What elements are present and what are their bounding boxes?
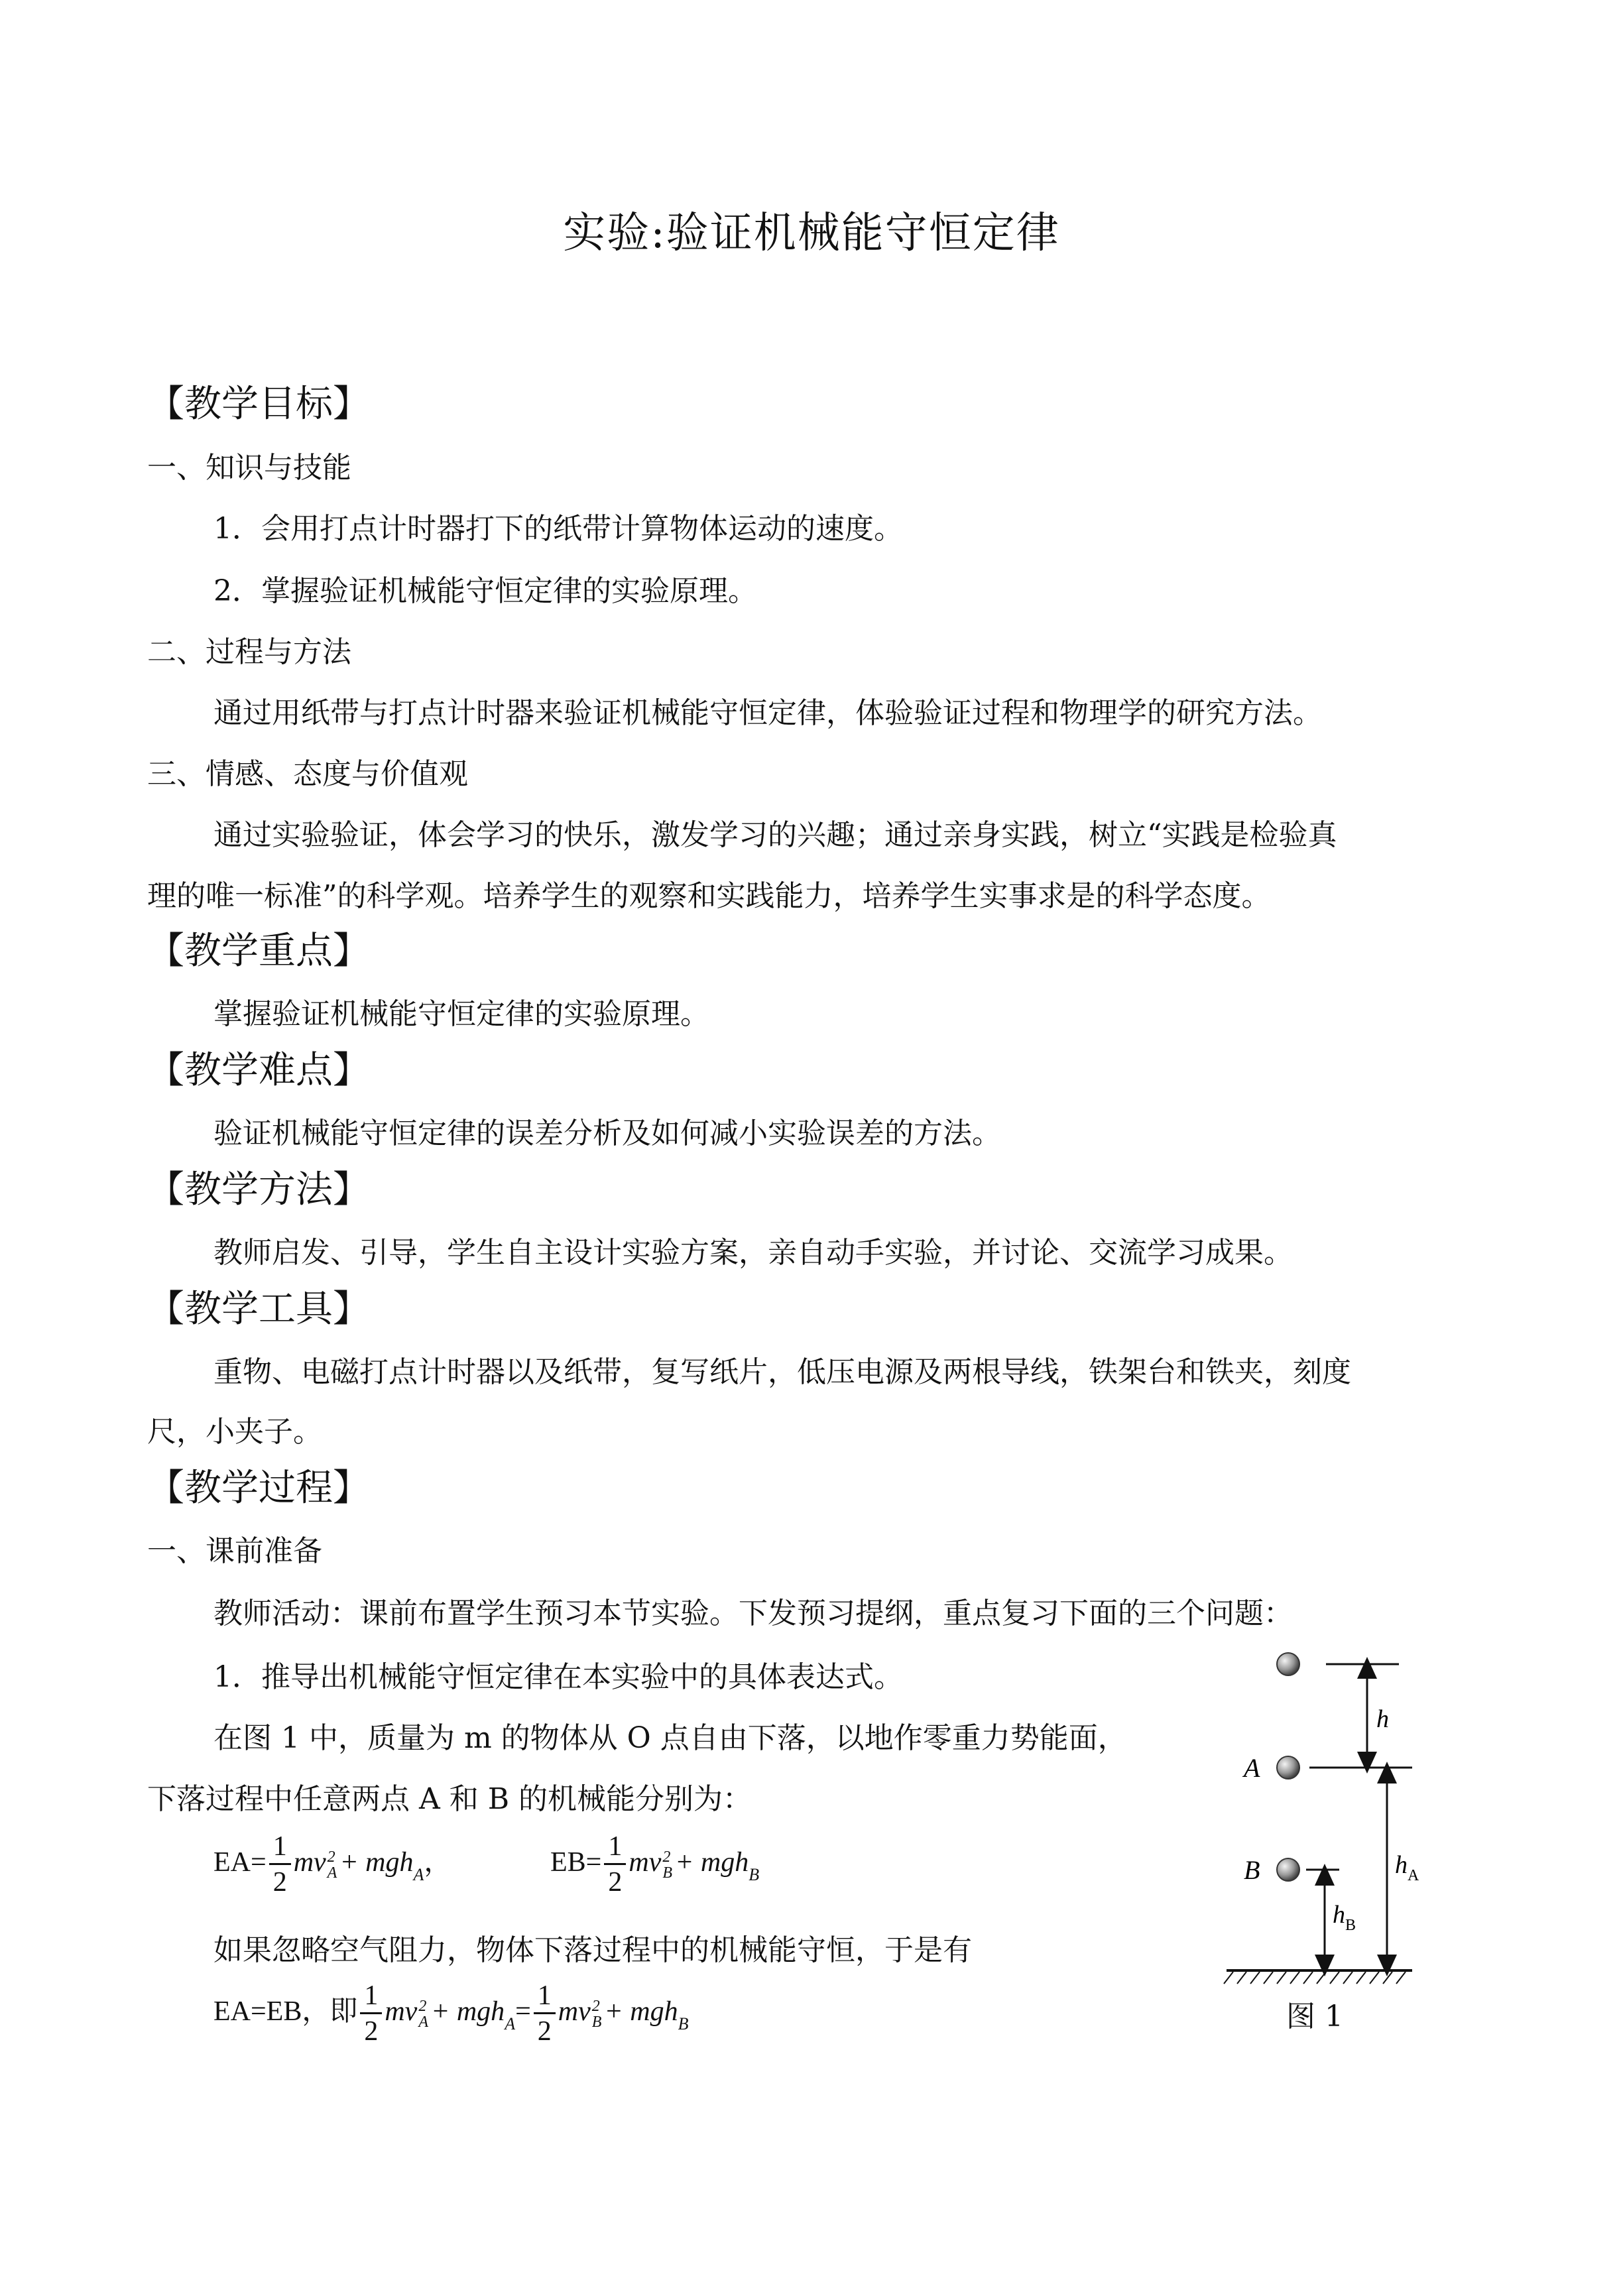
square-exponent: 2 — [591, 1997, 600, 2015]
subscript-a: A — [327, 1864, 337, 1882]
process1-para-line1: 在图 1 中，质量为 m 的物体从 O 点自由下落，以地作零重力势能面， — [213, 1721, 1127, 1755]
square-exponent: 2 — [327, 1848, 335, 1866]
mv-term: mv — [558, 1996, 591, 2027]
difficulty-heading: 【教学难点】 — [147, 1049, 370, 1092]
equals-sign: = — [515, 1996, 531, 2027]
square-sub-a — [418, 1998, 428, 2030]
label-a: A — [1244, 1753, 1260, 1783]
method-text: 教师启发、引导，学生自主设计实验方案，亲自动手实验，并讨论、交流学习成果。 — [213, 1236, 1293, 1270]
ball-b-icon — [1277, 1858, 1299, 1881]
goals-heading: 【教学目标】 — [147, 383, 370, 426]
mv-term: mv — [629, 1847, 662, 1878]
goal1-item2: 2．掌握验证机械能守恒定律的实验原理。 — [213, 574, 757, 608]
subscript-b: B — [591, 2013, 602, 2031]
fraction-half — [360, 1979, 382, 2049]
goal3-title: 三、情感、态度与价值观 — [147, 757, 468, 791]
mv-term: mv — [385, 1996, 418, 2027]
label-ha: h — [1395, 1851, 1408, 1879]
goal1-item1: 1．会用打点计时器打下的纸带计算物体运动的速度。 — [213, 512, 903, 546]
formula-eb — [550, 1830, 759, 1900]
process1-title: 一、课前准备 — [147, 1534, 322, 1568]
fraction-denominator: 2 — [608, 1867, 623, 1898]
fraction-numerator: 1 — [534, 1979, 556, 2014]
process1-item1: 1．推导出机械能守恒定律在本实验中的具体表达式。 — [213, 1660, 903, 1694]
process1-text: 教师活动：课前布置学生预习本节实验。下发预习提纲，重点复习下面的三个问题： — [213, 1597, 1293, 1630]
label-b: B — [1244, 1855, 1260, 1885]
equality-label: EA=EB，即 — [213, 1996, 358, 2027]
fraction-denominator: 2 — [272, 1867, 287, 1898]
goal2-title: 二、过程与方法 — [147, 635, 351, 669]
difficulty-text: 验证机械能守恒定律的误差分析及如何减小实验误差的方法。 — [213, 1117, 1001, 1150]
formula-ea — [213, 1830, 451, 1900]
process-heading: 【教学过程】 — [147, 1467, 370, 1510]
formula-equality — [213, 1979, 689, 2049]
label-ha-sub: A — [1408, 1867, 1419, 1884]
ground-hatch — [1224, 1972, 1406, 1984]
tools-heading: 【教学工具】 — [147, 1288, 370, 1331]
subscript-a: A — [505, 2014, 516, 2034]
fraction-half — [269, 1830, 291, 1900]
goal3-text-line2: 理的唯一标准”的科学观。培养学生的观察和实践能力，培养学生实事求是的科学态度。 — [147, 879, 1271, 913]
mv-term: mv — [293, 1847, 326, 1878]
ball-o-icon — [1277, 1653, 1299, 1675]
process1-para-line2: 下落过程中任意两点 A 和 B 的机械能分别为： — [147, 1782, 752, 1816]
goal1-title: 一、知识与技能 — [147, 451, 351, 485]
key-heading: 【教学重点】 — [147, 930, 370, 973]
ea-label: EA= — [213, 1847, 267, 1878]
label-hb: h — [1333, 1901, 1345, 1929]
fraction-denominator: 2 — [364, 2016, 379, 2047]
tools-text-line1: 重物、电磁打点计时器以及纸带，复写纸片，低压电源及两根导线，铁架台和铁夹，刻度 — [213, 1355, 1351, 1389]
mgh-term: + mgh — [675, 1847, 749, 1878]
figure-1-diagram — [1207, 1644, 1425, 2042]
subscript-a: A — [413, 1865, 424, 1885]
label-hb-sub: B — [1345, 1917, 1356, 1934]
mgh-term: + mgh — [339, 1847, 414, 1878]
subscript-b: B — [662, 1864, 673, 1882]
fraction-half — [604, 1830, 626, 1900]
square-exponent: 2 — [662, 1848, 671, 1866]
ball-a-icon — [1277, 1756, 1299, 1779]
tools-text-line2: 尺，小夹子。 — [147, 1415, 322, 1449]
fraction-denominator: 2 — [537, 2016, 552, 2047]
label-h: h — [1376, 1705, 1389, 1733]
eb-label: EB= — [550, 1847, 602, 1878]
ignore-air-text: 如果忽略空气阻力，物体下落过程中的机械能守恒，于是有 — [213, 1933, 972, 1967]
subscript-b: B — [678, 2014, 689, 2034]
mgh-term: + mgh — [431, 1996, 505, 2027]
fraction-numerator: 1 — [269, 1830, 291, 1865]
square-sub-b — [662, 1849, 672, 1881]
key-text: 掌握验证机械能守恒定律的实验原理。 — [213, 997, 709, 1031]
fraction-numerator: 1 — [360, 1979, 382, 2014]
fraction-half — [534, 1979, 556, 2049]
square-sub-a — [328, 1849, 337, 1881]
figure-1-caption: 图 1 — [1286, 2000, 1343, 2033]
goal2-text: 通过用纸带与打点计时器来验证机械能守恒定律，体验验证过程和物理学的研究方法。 — [213, 696, 1322, 730]
square-exponent: 2 — [418, 1997, 427, 2015]
document-title: 实验:验证机械能守恒定律 — [563, 209, 1060, 258]
mgh-term: + mgh — [604, 1996, 678, 2027]
fraction-numerator: 1 — [604, 1830, 626, 1865]
method-heading: 【教学方法】 — [147, 1168, 370, 1211]
subscript-a: A — [418, 2013, 428, 2031]
comma: ， — [424, 1847, 452, 1878]
goal3-text-line1: 通过实验验证，体会学习的快乐，激发学习的兴趣；通过亲身实践，树立“实践是检验真 — [213, 818, 1337, 852]
square-sub-b — [592, 1998, 602, 2030]
subscript-b: B — [749, 1865, 760, 1885]
